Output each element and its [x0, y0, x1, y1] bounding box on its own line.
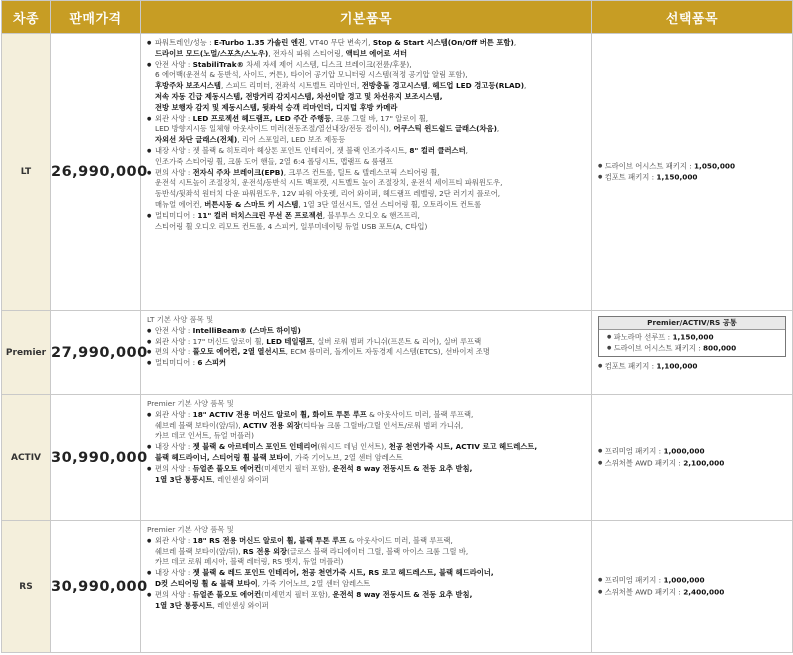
basic-note: Premier 기본 사양 품목 및	[147, 399, 234, 408]
trim-name: LT	[2, 34, 51, 311]
feature-line: 쉐브레 블랙 보타이(앞/뒤), ACTIV 전용 외장(티타늄 크롬 그릴바/그릴 인서트/로워 범퍼 가니쉬,	[155, 420, 464, 430]
basic-note: Premier 기본 사양 품목 및	[147, 525, 234, 534]
bullet-icon: ●	[147, 61, 152, 68]
option-item: ● 프리미엄 패키지 : 1,000,000	[598, 575, 705, 585]
feature-line: 안전 사양 : StabiliTrak® 차세 자세 제어 시스템, 디스크 브레이크(전륜/후륜),	[155, 59, 412, 69]
header-basic-features: 기본품목	[141, 1, 592, 34]
feature-line: 파워트레인/성능 : E-Turbo 1.35 가솔린 엔진, VT40 무단 변속기, Stop & Start 시스템(On/Off 버튼 포함),	[155, 38, 517, 47]
bullet-icon: ●	[598, 448, 603, 455]
price-value: 30,990,000	[51, 521, 141, 653]
bullet-icon: ●	[147, 40, 152, 46]
table-row	[2, 311, 793, 395]
feature-line: 안전 사양 : IntelliBeam® (스마트 하이빔)	[155, 325, 301, 335]
bullet-icon: ●	[147, 570, 152, 577]
feature-line: 쉐브레 블랙 보타이(앞/뒤), RS 전용 외장(글로스 블랙 라디에이터 그릴, 블랙 아이스 크롬 그릴 바,	[155, 546, 469, 556]
feature-line: 1열 3단 통풍시트, 레인센싱 와이퍼	[155, 600, 269, 610]
option-item: ● 프리미엄 패키지 : 1,000,000	[598, 446, 705, 456]
feature-line: 블랙 헤드라이너, 스티어링 휠 블랙 보타이, 가죽 기어노브, 2열 센터 암레스트	[155, 452, 403, 462]
basic-features-cell	[141, 395, 592, 521]
basic-features-cell	[141, 521, 592, 653]
bullet-icon: ●	[147, 465, 152, 472]
feature-item	[147, 60, 587, 114]
feature-line: 드라이브 모드(노멀/스포츠/스노우), 전자식 파워 스티어링, 액티브 에어로 셔터	[155, 48, 408, 58]
bullet-icon: ●	[147, 169, 152, 176]
bullet-icon: ●	[607, 345, 612, 352]
feature-line: 내장 사양 : 젯 블랙 & 아르테미스 포인트 인테리어(워시드 데님 인서트), 천공 천연가죽 시트, ACTIV 로고 헤드레스트,	[155, 442, 538, 452]
option-item: ● 컴포트 패키지 : 1,100,000	[598, 361, 698, 371]
feature-line: 6 에어백(운전석 & 동반석, 사이드, 커튼), 타이어 공기압 모니터링 시스템(적정 공기압 알림 포함),	[155, 70, 468, 80]
feature-line: 편의 사양 : 듀얼존 풀오토 에어컨(미세먼지 필터 포함), 운전석 8 way 전동시트 & 전동 요추 받침,	[155, 463, 473, 473]
trim-name: Premier	[2, 311, 51, 395]
feature-item	[147, 146, 587, 168]
common-options-title: Premier/ACTIV/RS 공통	[599, 317, 785, 330]
trim-name: RS	[2, 521, 51, 653]
bullet-icon: ●	[598, 588, 603, 595]
option-item: ● 드라이브 어시스트 패키지 : 1,050,000	[598, 161, 736, 171]
table-row	[2, 395, 793, 521]
option-item: ● 컴포트 패키지 : 1,150,000	[598, 172, 698, 182]
bullet-icon: ●	[147, 349, 152, 356]
feature-line: 멀티미디어 : 11" 컬러 터치스크린 무선 폰 프로젝션, 블루투스 오디오 & 핸즈프리,	[155, 210, 420, 220]
feature-line: 동반석/뒷좌석 원터치 다운 파워윈도우, 12V 파워 아웃렛, 리어 와이퍼, 헤드램프 레벨링, 2단 러기지 플로어,	[155, 189, 501, 199]
feature-item	[147, 590, 587, 612]
feature-line: 인조가죽 스티어링 휠, 크롬 도어 핸들, 2열 6:4 폴딩시트, 맵램프 & 룸램프	[155, 156, 393, 166]
feature-line: 카브 데코 로워 페시아, 블랙 레터링, RS 뱃지, 듀얼 머플러)	[155, 557, 344, 567]
bullet-icon: ●	[147, 360, 152, 367]
feature-item	[147, 568, 587, 590]
feature-line: 매뉴얼 에어컨, 버튼시동 & 스마트 키 시스템, 1열 3단 열선시트, 열선 스티어링 휠, 오토라이트 컨트롤	[155, 199, 482, 209]
option-item: ● 스위처블 AWD 패키지 : 2,400,000	[598, 586, 725, 596]
table-header-row	[2, 1, 793, 34]
feature-line: 외관 사양 : LED 프로젝션 헤드램프, LED 주간 주행등, 크롬 그릴 바, 17" 알로이 휠,	[155, 113, 429, 123]
feature-item	[147, 114, 587, 146]
feature-line: LED 방향지시등 일체형 아웃사이드 미러(전동조절/열선내장/전동 접이식), 어쿠스틱 윈드쉴드 글래스(차음),	[155, 124, 500, 134]
price-value: 26,990,000	[51, 34, 141, 311]
price-value: 30,990,000	[51, 395, 141, 521]
feature-item	[147, 337, 587, 348]
feature-item	[147, 38, 587, 60]
feature-line: 외관 사양 : 18" ACTIV 전용 머신드 알로이 휠, 화이트 투톤 루프 & 아웃사이드 미러, 블랙 루프랙,	[155, 409, 474, 419]
bullet-icon: ●	[598, 363, 603, 370]
feature-item	[147, 358, 587, 369]
bullet-icon: ●	[147, 537, 152, 544]
feature-line: 외관 사양 : 18" RS 전용 머신드 알로이 휠, 블랙 투톤 루프 & 아웃사이드 미러, 블랙 루프랙,	[155, 535, 453, 545]
common-options-box	[598, 316, 786, 357]
basic-features-cell	[141, 311, 592, 395]
feature-line: 스티어링 휠 오디오 리모트 컨트롤, 4 스피커, 일루미네이팅 듀얼 USB 포트(A, C타입)	[155, 221, 428, 231]
feature-line: 멀티미디어 : 6 스피커	[155, 358, 227, 368]
header-price: 판매가격	[51, 1, 141, 34]
feature-line: 저속 자동 긴급 제동시스템, 전방거리 감지시스템, 차선이탈 경고 및 차선유지 보조시스템,	[155, 91, 443, 101]
bullet-icon: ●	[598, 162, 603, 169]
bullet-icon: ●	[598, 459, 603, 466]
bullet-icon: ●	[147, 115, 152, 122]
feature-item	[147, 211, 587, 233]
feature-item	[147, 464, 587, 486]
option-item: ● 스위처블 AWD 패키지 : 2,100,000	[598, 457, 725, 467]
table-row	[2, 34, 793, 311]
bullet-icon: ●	[147, 147, 152, 154]
feature-item	[147, 326, 587, 337]
optional-features-cell	[592, 395, 793, 521]
trim-name: ACTIV	[2, 395, 51, 521]
header-trim: 차종	[2, 1, 51, 34]
feature-line: 후방주차 보조시스템, 스피드 리미터, 전좌석 시트벨트 리마인더, 전방충돌 경고시스템, 헤드업 LED 경고등(RLAD),	[155, 81, 527, 91]
feature-line: 내장 사양 : 젯 블랙 & 히토리아 헤상톤 포인트 인테리어, 젯 블랙 인조가죽시트, 8" 컬러 클러스터,	[155, 145, 468, 155]
bullet-icon: ●	[147, 591, 152, 598]
common-option-item: ● 파노라마 선루프 : 1,150,000	[607, 332, 714, 342]
feature-line: 편의 사양 : 전자식 주차 브레이크(EPB), 크루즈 컨트롤, 틸트 & 텔레스코픽 스티어링 휠,	[155, 167, 440, 177]
header-optional-features: 선택품목	[592, 1, 793, 34]
optional-features-cell	[592, 34, 793, 311]
bullet-icon: ●	[147, 327, 152, 334]
feature-line: 자외선 차단 글래스(전체), 리어 스포일러, LED 보조 제동등	[155, 135, 346, 145]
feature-line: 카브 데코 인서트, 듀얼 머플러)	[155, 431, 255, 441]
bullet-icon: ●	[598, 174, 603, 180]
feature-line: 외관 사양 : 17" 머신드 알로이 휠, LED 테일램프, 실버 로워 범퍼 가니쉬(프론트 & 리어), 실버 루프랙	[155, 336, 482, 346]
basic-features-cell	[141, 34, 592, 311]
feature-line: 내장 사양 : 젯 블랙 & 레드 포인트 인테리어, 천공 천연가죽 시트, RS 로고 헤드레스트, 블랙 헤드라이너,	[155, 568, 494, 578]
feature-line: 편의 사양 : 듀얼존 풀오토 에어컨(미세먼지 필터 포함), 운전석 8 way 전동시트 & 전동 요추 받침,	[155, 589, 473, 599]
bullet-icon: ●	[147, 444, 152, 451]
bullet-icon: ●	[598, 577, 603, 584]
feature-line: 편의 사양 : 풀오토 에어컨, 2열 열선시트, ECM 룸미러, 돌게이트 자동경제 시스템(ETCS), 선바이저 조명	[155, 347, 490, 357]
feature-item	[147, 347, 587, 358]
price-value: 27,990,000	[51, 311, 141, 395]
optional-features-cell	[592, 311, 793, 395]
feature-item	[147, 536, 587, 568]
price-table	[1, 0, 793, 653]
feature-item	[147, 410, 587, 442]
table-row	[2, 521, 793, 653]
optional-features-cell	[592, 521, 793, 653]
bullet-icon: ●	[607, 334, 612, 340]
bullet-icon: ●	[147, 411, 152, 418]
common-option-item: ● 드라이브 어시스트 패키지 : 800,000	[607, 343, 737, 353]
feature-line: D컷 스티어링 휠 & 블랙 보타이, 가죽 기어노브, 2열 센터 암레스트	[155, 578, 371, 588]
feature-line: 전방 보행자 감지 및 제동시스템, 뒷좌석 승객 리마인더, 디지털 후방 카메라	[155, 102, 398, 112]
basic-note: LT 기본 사양 품목 및	[147, 315, 214, 324]
feature-item	[147, 442, 587, 464]
feature-line: 운전석 시트높이 조절장치, 운전석/동반석 시트 백포켓, 시트벨트 높이 조절장치, 운전석 세이프티 파워윈도우,	[155, 178, 503, 188]
feature-line: 1열 3단 통풍시트, 레인센싱 와이퍼	[155, 474, 269, 484]
bullet-icon: ●	[147, 212, 152, 219]
bullet-icon: ●	[147, 338, 152, 345]
feature-item	[147, 168, 587, 211]
